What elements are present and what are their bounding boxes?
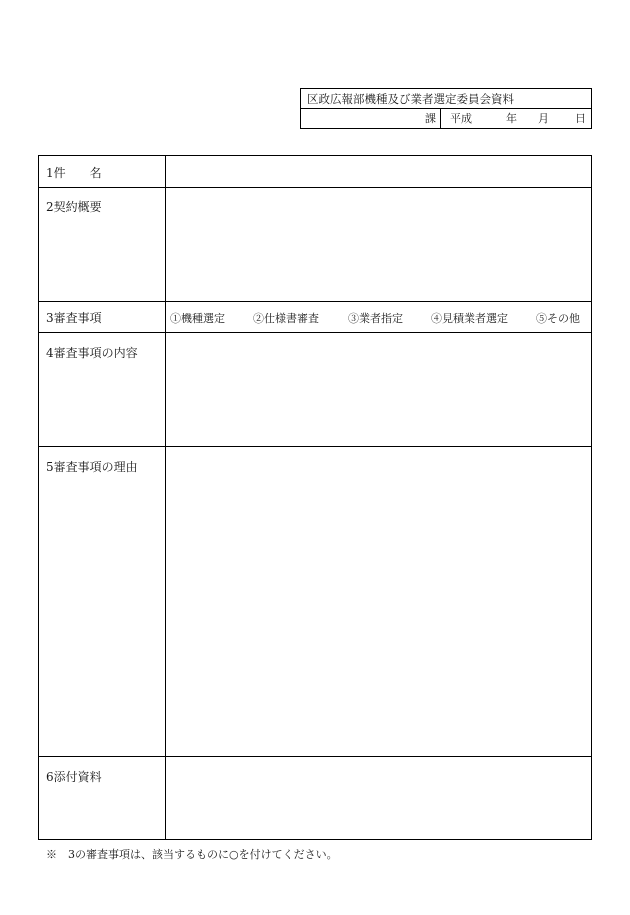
item2-label: 2契約概要 <box>46 200 102 214</box>
row-divider-3 <box>39 332 591 333</box>
form-table <box>38 155 592 840</box>
month-unit: 月 <box>538 112 549 125</box>
date-row <box>301 109 591 128</box>
section-suffix: 課 <box>425 112 436 125</box>
header-box <box>300 88 592 129</box>
item3-label: 3審査事項 <box>46 311 102 325</box>
row-divider-1 <box>39 187 591 188</box>
row-divider-5 <box>39 756 591 757</box>
row-divider-2 <box>39 301 591 302</box>
item5-label: 5審査事項の理由 <box>46 460 138 474</box>
item1-label: 1件 名 <box>46 166 102 180</box>
option-other[interactable]: ⑤その他 <box>536 312 580 325</box>
committee-title: 区政広報部機種及び業者選定委員会資料 <box>301 89 591 109</box>
option-model-selection[interactable]: ①機種選定 <box>170 312 225 325</box>
header-divider <box>440 109 441 128</box>
option-quote-vendor-selection[interactable]: ④見積業者選定 <box>431 312 508 325</box>
column-divider <box>165 156 166 839</box>
day-unit: 日 <box>575 112 586 125</box>
year-unit: 年 <box>506 112 517 125</box>
footnote: ※ 3の審査事項は、該当するものに○を付けてください。 <box>46 848 338 861</box>
option-spec-review[interactable]: ②仕様書審査 <box>253 312 319 325</box>
row-divider-4 <box>39 446 591 447</box>
option-vendor-designation[interactable]: ③業者指定 <box>348 312 403 325</box>
era-label: 平成 <box>450 112 472 125</box>
item4-label: 4審査事項の内容 <box>46 346 138 360</box>
item6-label: 6添付資料 <box>46 770 102 784</box>
